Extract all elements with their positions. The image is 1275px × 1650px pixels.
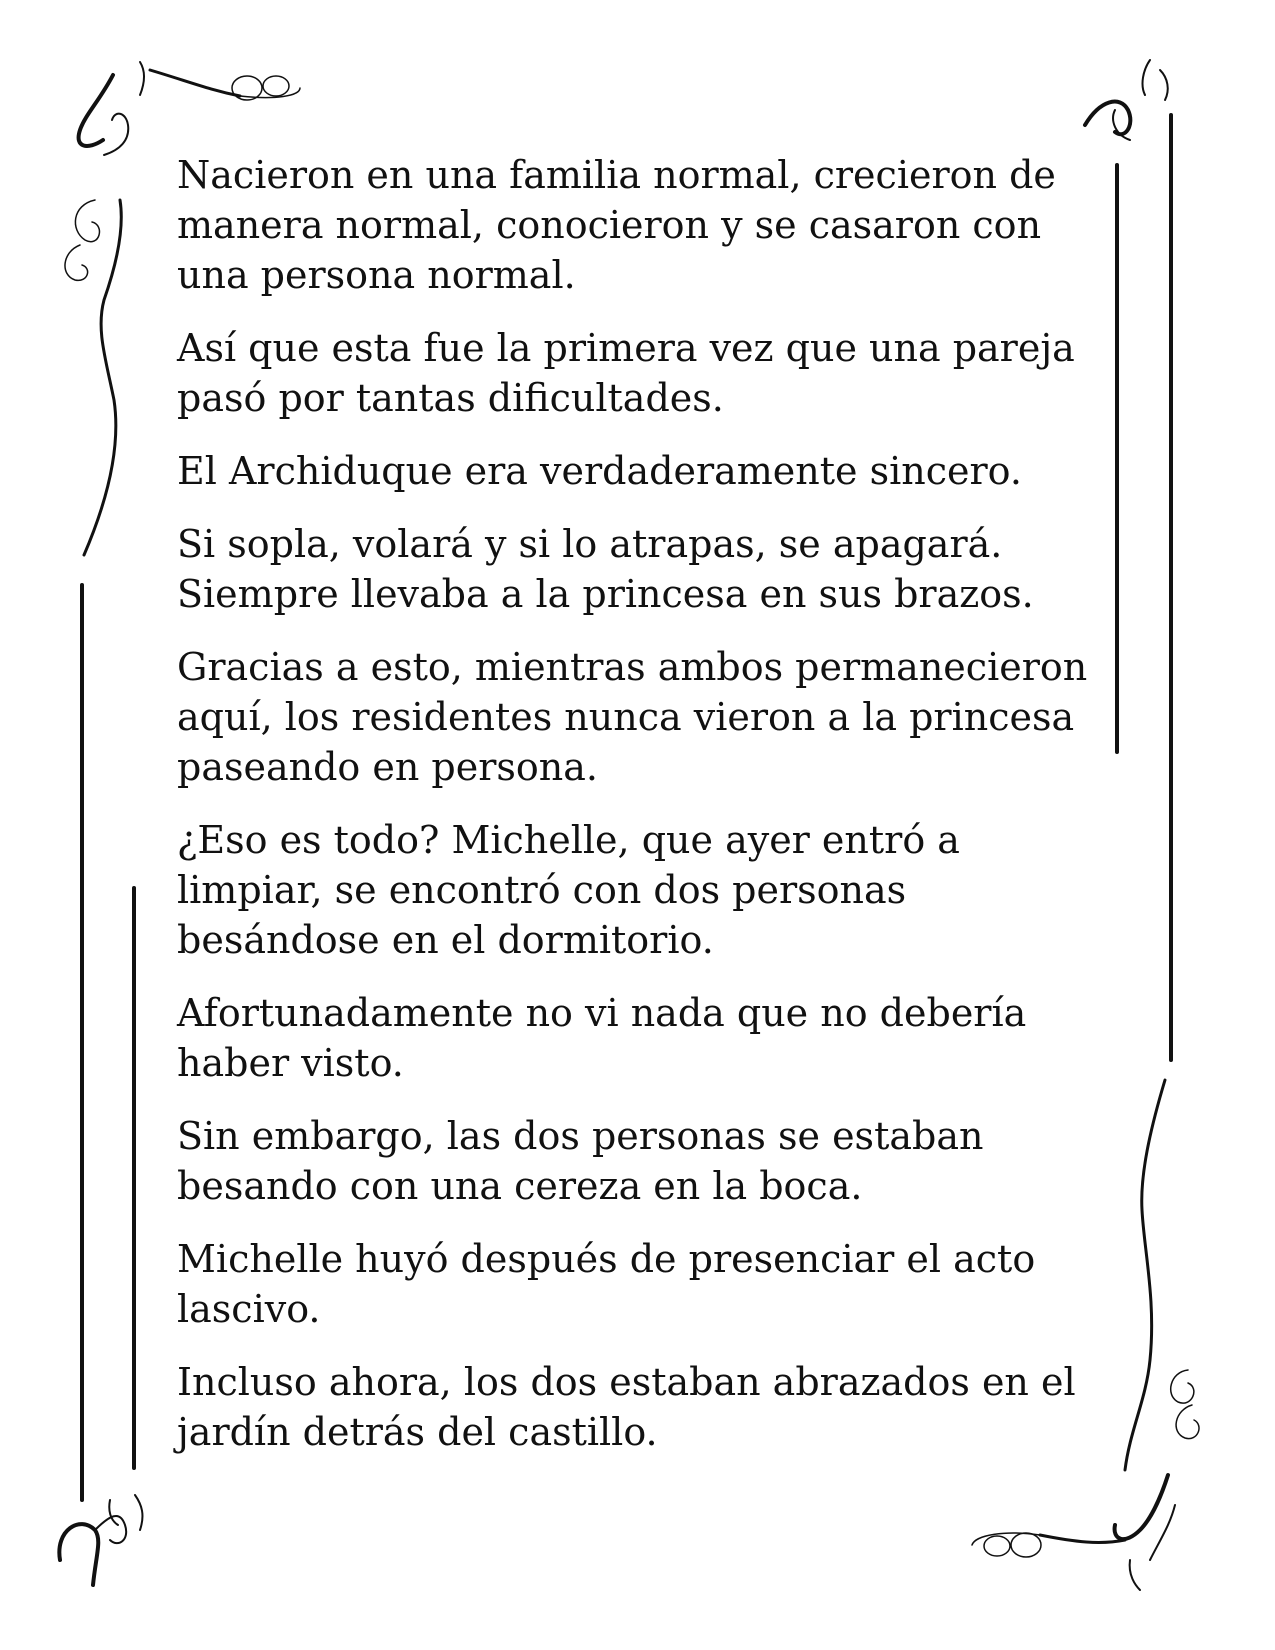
paragraph	[177, 150, 1087, 300]
text-line: Sin embargo, las dos personas se estaban	[177, 1114, 984, 1158]
text-line: Michelle huyó después de presenciar el acto	[177, 1237, 1036, 1281]
bottom-left-flourish	[59, 1495, 142, 1585]
paragraph	[177, 988, 1087, 1088]
paragraph	[177, 1234, 1087, 1334]
text-line: jardín detrás del castillo.	[177, 1410, 658, 1454]
paragraph	[177, 446, 1087, 496]
text-line: aquí, los residentes nunca vieron a la princesa	[177, 695, 1075, 739]
paragraph	[177, 1111, 1087, 1211]
text-line: lascivo.	[177, 1287, 321, 1331]
paragraph	[177, 519, 1087, 619]
text-line: haber visto.	[177, 1041, 404, 1085]
text-line: Nacieron en una familia normal, crecieron de	[177, 153, 1056, 197]
text-line: Incluso ahora, los dos estaban abrazados en el	[177, 1360, 1076, 1404]
paragraph	[177, 323, 1087, 423]
text-line: Así que esta fue la primera vez que una pareja	[177, 326, 1075, 370]
text-line: ¿Eso es todo? Michelle, que ayer entró a	[177, 818, 960, 862]
text-line: besando con una cereza en la boca.	[177, 1164, 863, 1208]
paragraph	[177, 642, 1087, 792]
text-line: pasó por tantas dificultades.	[177, 376, 724, 420]
paragraph	[177, 815, 1087, 965]
text-line: El Archiduque era verdaderamente sincero.	[177, 449, 1022, 493]
body-text	[177, 150, 1087, 1480]
text-line: paseando en persona.	[177, 745, 598, 789]
text-line: Siempre llevaba a la princesa en sus brazos.	[177, 572, 1034, 616]
text-line: una persona normal.	[177, 253, 576, 297]
text-line: limpiar, se encontró con dos personas	[177, 868, 907, 912]
text-line: manera normal, conocieron y se casaron con	[177, 203, 1042, 247]
text-line: Gracias a esto, mientras ambos permanecieron	[177, 645, 1088, 689]
top-right-flourish	[1085, 60, 1168, 140]
text-line: Si sopla, volará y si lo atrapas, se apagará.	[177, 522, 1003, 566]
paragraph	[177, 1357, 1087, 1457]
text-line: besándose en el dormitorio.	[177, 918, 714, 962]
text-line: Afortunadamente no vi nada que no debería	[177, 991, 1027, 1035]
